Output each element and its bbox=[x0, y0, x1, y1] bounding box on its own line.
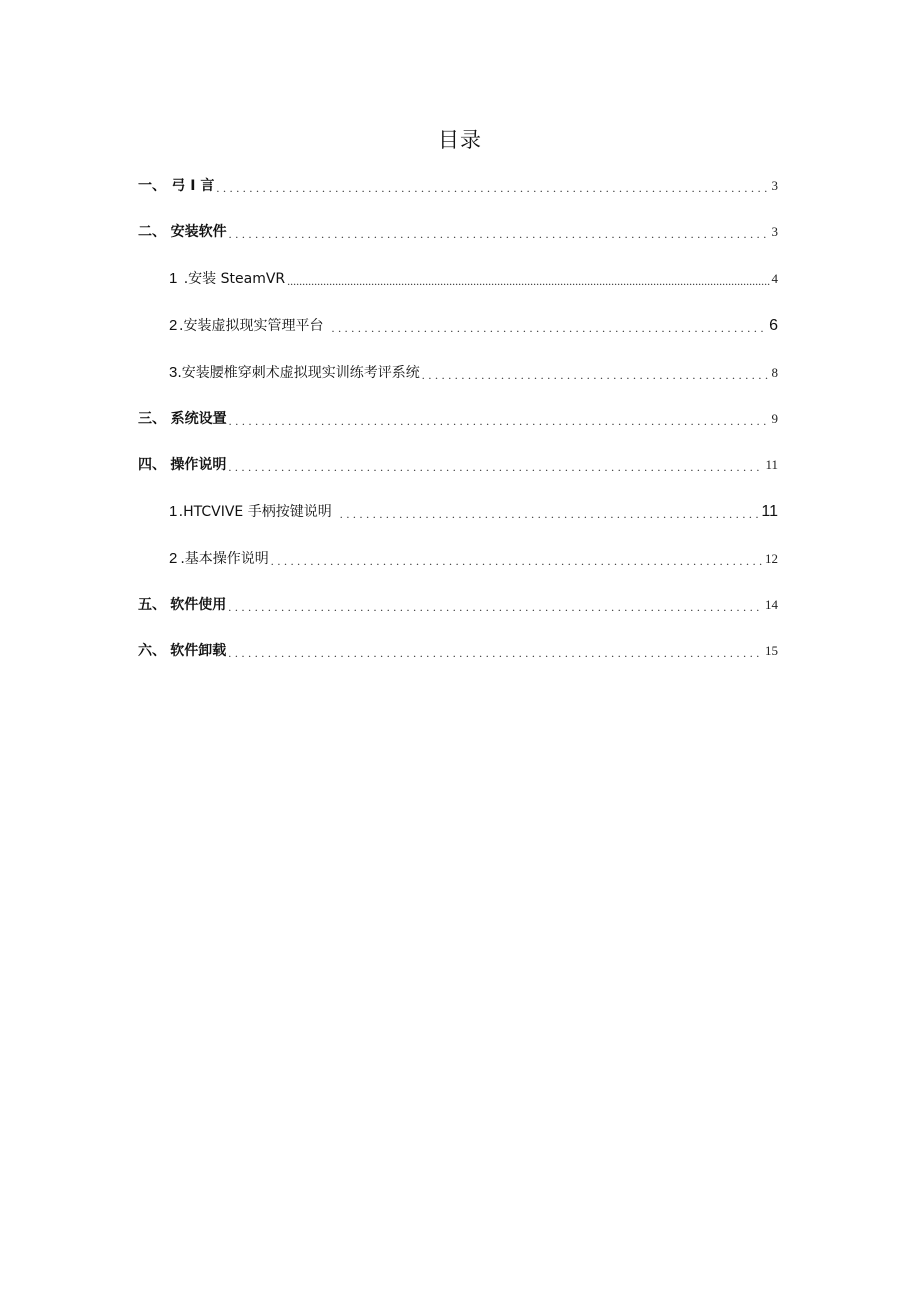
toc-entry-title: .基本操作说明 bbox=[180, 551, 269, 567]
toc-leader-dots bbox=[287, 273, 769, 289]
toc-leader-dots bbox=[228, 599, 763, 615]
toc-entry[interactable] bbox=[138, 405, 778, 429]
toc-leader-dots bbox=[229, 413, 770, 429]
toc-leader-dots bbox=[331, 320, 767, 336]
toc-entry[interactable] bbox=[138, 312, 778, 336]
toc-entry-number: 六、 bbox=[138, 643, 166, 659]
toc-leader-dots bbox=[340, 506, 760, 522]
toc-entry[interactable] bbox=[138, 498, 778, 522]
toc-entry-page: 11 bbox=[761, 503, 778, 520]
toc-entry-title: .安装虚拟现实管理平台 bbox=[179, 318, 324, 334]
toc-entry-page: 11 bbox=[765, 457, 778, 472]
toc-leader-dots bbox=[422, 367, 770, 383]
toc-entry-title: 软件卸载 bbox=[170, 643, 227, 659]
toc-entry[interactable] bbox=[138, 637, 778, 661]
toc-entry[interactable] bbox=[138, 359, 778, 383]
toc-entry-title: .安装腰椎穿刺术虚拟现实训练考评系统 bbox=[177, 365, 420, 381]
toc-entry[interactable] bbox=[138, 172, 778, 196]
toc-entry-number: 1 bbox=[169, 503, 178, 520]
toc-entry-title: 弓 I 言 bbox=[171, 178, 215, 194]
toc-leader-dots bbox=[271, 553, 763, 569]
toc-leader-dots bbox=[229, 226, 770, 242]
toc-entry-number: 1 bbox=[169, 270, 178, 287]
toc-entry-page: 9 bbox=[771, 411, 778, 426]
toc-entry-page: 8 bbox=[771, 365, 778, 380]
toc-entry-title: .安装 SteamVR bbox=[183, 271, 286, 287]
toc-entry[interactable] bbox=[138, 218, 778, 242]
toc-entry-number: 3 bbox=[169, 364, 178, 381]
toc-entry-page: 14 bbox=[765, 597, 778, 612]
toc-entry-title: 安装软件 bbox=[170, 224, 227, 240]
toc-entry[interactable] bbox=[138, 451, 778, 475]
toc-entry-number: 2 bbox=[169, 317, 178, 334]
toc-entry-title: 系统设置 bbox=[170, 411, 227, 427]
toc-entry-page: 3 bbox=[771, 178, 778, 193]
toc-entry-number: 一、 bbox=[138, 178, 166, 194]
toc-entry[interactable] bbox=[138, 591, 778, 615]
toc-title: 目录 bbox=[438, 128, 482, 152]
toc-entry-page: 6 bbox=[769, 317, 778, 334]
toc-entry-title: 操作说明 bbox=[170, 457, 227, 473]
toc-entry-page: 15 bbox=[765, 643, 778, 658]
toc-leader-dots bbox=[216, 180, 769, 196]
toc-entry-number: 二、 bbox=[138, 224, 166, 240]
toc-entry-title: .HTCVIVE 手柄按键说明 bbox=[178, 504, 332, 520]
toc-entry[interactable] bbox=[138, 545, 778, 569]
toc-leader-dots bbox=[228, 459, 763, 475]
toc-entry-number: 五、 bbox=[138, 597, 166, 613]
toc-entry-page: 3 bbox=[771, 224, 778, 239]
toc-entry-number: 2 bbox=[169, 550, 178, 567]
toc-entry-page: 12 bbox=[765, 551, 778, 566]
toc-entry-page: 4 bbox=[771, 271, 778, 286]
toc-leader-dots bbox=[228, 645, 763, 661]
toc-entry-number: 四、 bbox=[138, 457, 166, 473]
toc-entry[interactable] bbox=[138, 265, 778, 289]
toc-entry-number: 三、 bbox=[138, 411, 166, 427]
toc-entry-title: 软件使用 bbox=[170, 597, 227, 613]
